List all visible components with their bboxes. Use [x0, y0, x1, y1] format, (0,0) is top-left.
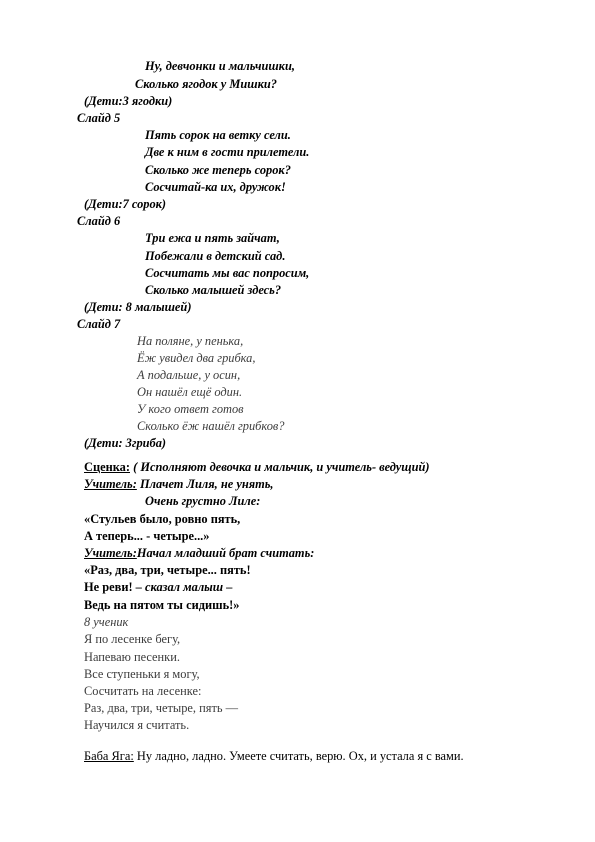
- poem-line: Все ступеньки я могу,: [84, 667, 200, 681]
- poem-line: Раз, два, три, четыре, пять —: [84, 701, 238, 715]
- poem-line: Пять сорок на ветку сели.: [145, 128, 291, 142]
- poem-line: Три ежа и пять зайчат,: [145, 231, 280, 245]
- slide-heading: Слайд 5: [77, 111, 121, 125]
- poem-line: Сосчитай-ка их, дружок!: [145, 180, 286, 194]
- teacher-label: Учитель:: [84, 546, 137, 560]
- poem-line: Ну, девчонки и мальчишки,: [145, 59, 295, 73]
- baba-yaga-speech: Ну ладно, ладно. Умеете считать, верю. Ох, и устала я с вами.: [133, 749, 464, 763]
- teacher-speech: Начал младший брат считать:: [136, 546, 315, 560]
- poem-line: Сколько малышей здесь?: [145, 283, 282, 297]
- teacher-speech: Плачет Лиля, не унять,: [136, 477, 274, 491]
- teacher-line: [84, 476, 274, 492]
- children-answer: (Дети:3 ягодки): [84, 94, 173, 108]
- quote-line: А теперь... - четыре...»: [84, 529, 210, 543]
- poem-line: У кого ответ готов: [137, 402, 244, 416]
- children-answer: (Дети: 3гриба): [84, 436, 167, 450]
- poem-line: Сколько же теперь сорок?: [145, 163, 291, 177]
- poem-line: Сколько ёж нашёл грибков?: [137, 419, 285, 433]
- poem-line: Напеваю песенки.: [84, 650, 180, 664]
- quote-line: [84, 579, 232, 595]
- baba-yaga-label: Баба Яга:: [84, 749, 134, 763]
- baba-yaga-line: [84, 748, 464, 764]
- poem-line: Две к ним в гости прилетели.: [145, 145, 310, 159]
- student-heading: 8 ученик: [84, 615, 129, 629]
- quote-line: Ведь на пятом ты сидишь!»: [84, 598, 240, 612]
- children-answer: (Дети:7 сорок): [84, 197, 167, 211]
- quote-part: Не реви! –: [84, 580, 145, 594]
- slide-heading: Слайд 6: [77, 214, 121, 228]
- poem-line: Научился я считать.: [84, 718, 190, 732]
- teacher-label: Учитель:: [84, 477, 137, 491]
- scene-heading: [84, 459, 429, 475]
- children-answer: (Дети: 8 малышей): [84, 300, 192, 314]
- teacher-line: [84, 545, 314, 561]
- slide-heading: Слайд 7: [77, 317, 121, 331]
- quote-part-italic: сказал малыш –: [144, 580, 233, 594]
- poem-line: А подальше, у осин,: [137, 368, 241, 382]
- poem-line: Ёж увидел два грибка,: [137, 351, 256, 365]
- scene-description: ( Исполняют девочка и мальчик, и учитель- ведущий): [130, 460, 430, 474]
- poem-line: На поляне, у пенька,: [137, 334, 244, 348]
- teacher-speech: Очень грустно Лиле:: [145, 494, 261, 508]
- quote-line: «Раз, два, три, четыре... пять!: [84, 563, 251, 577]
- poem-line: Он нашёл ещё один.: [137, 385, 243, 399]
- scene-label: Сценка:: [84, 460, 130, 474]
- poem-line: Сколько ягодок у Мишки?: [135, 77, 277, 91]
- quote-line: «Стульев было, ровно пять,: [84, 512, 241, 526]
- poem-line: Я по лесенке бегу,: [84, 632, 181, 646]
- poem-line: Сосчитать мы вас попросим,: [145, 266, 310, 280]
- poem-line: Побежали в детский сад.: [145, 249, 286, 263]
- poem-line: Сосчитать на лесенке:: [84, 684, 202, 698]
